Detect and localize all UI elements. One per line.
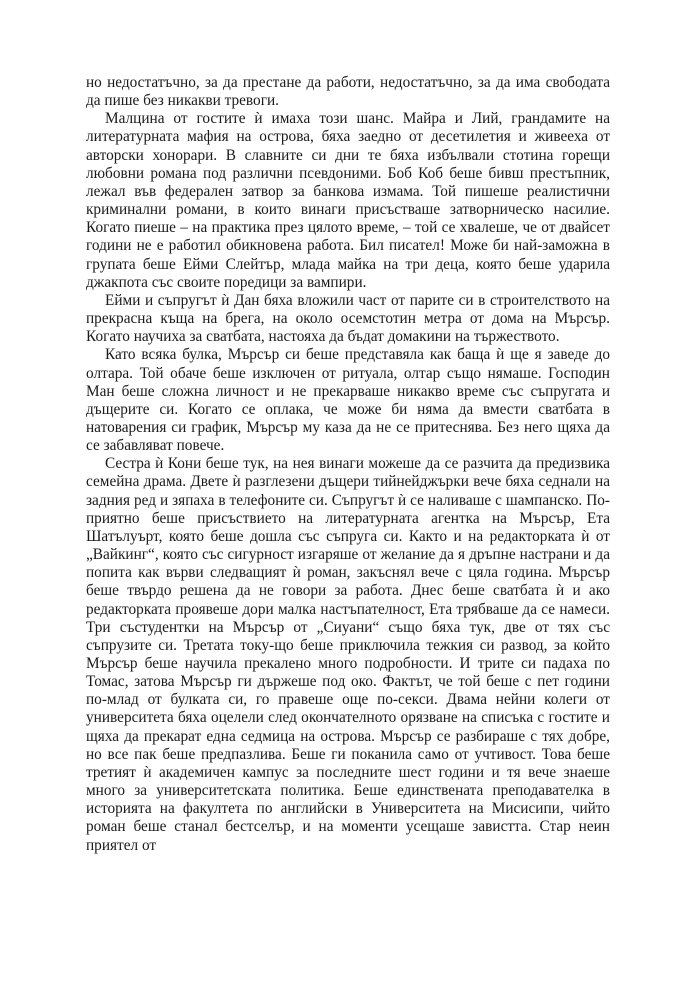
paragraph: Сестра ѝ Кони беше тук, на нея винаги можеше да се разчита да предизвика семейна драма. Двете ѝ разглезени дъщери тийнейджърки вече бяха седнали на задния ред и зяпаха в телефоните си. Съпругът ѝ се наливаше с шампанско. По-приятно беше присъствието на литературната агентка на Мърсър, Ета Шатълуърт, която беше дошла със съпруга си. Както и на редакторката ѝ от „Вайкинг“, която със сигурност изгаряше от желание да я дръпне настрани и да попита как върви следващият ѝ роман, закъснял вече с цяла година. Мърсър беше твърдо решена да не говори за работа. Днес беше сватбата ѝ и ако редакторката проявеше дори малка настъпателност, Ета трябваше да се намеси. Три състудентки на Мърсър от „Сиуани“ също бяха тук, две от тях със съпрузите си. Третата току-що беше приключила тежкия си развод, за който Мърсър беше научила прекалено много подробности. И трите си падаха по Томас, затова Мърсър ги държеше под око. Фактът, че той беше с пет години по-млад от булката си, го правеше още по-секси. Двама нейни колеги от университета бяха оцелели след окончателното орязване на списъка с гостите и щяха да прекарат една седмица на острова. Мърсър се разбираше с тях добре, но все пак беше предпазлива. Беше ги поканила само от учтивост. Това беше третият ѝ академичен кампус за последните шест години и тя вече знаеше много за университетската политика. Беше единствената преподавателка в историята на факултета по английски в Университета на Мисисипи, чийто роман беше станал бестселър, и на моменти усещаше завистта. Стар неин приятел от	[86, 455, 610, 854]
paragraph-continued: но недостатъчно, за да престане да работи, недостатъчно, за да има свободата да пише без никакви тревоги.	[86, 74, 610, 110]
paragraph: Ейми и съпругът ѝ Дан бяха вложили част от парите си в строителството на прекрасна къща на брега, на около осемстотин метра от дома на Мърсър. Когато научиха за сватбата, настояха да бъдат домакини на тържеството.	[86, 291, 610, 346]
body-text	[86, 74, 610, 855]
paragraph: Малцина от гостите ѝ имаха този шанс. Майра и Лий, грандамите на литературната мафия на острова, бяха заедно от десетилетия и живееха от авторски хонорари. В славните си дни те бяха избълвали стотина горещи любовни романа под различни псевдоними. Боб Коб беше бивш престъпник, лежал във федерален затвор за банкова измама. Той пишеше реалистични криминални романи, в които винаги присъстваше затворническо насилие. Когато пиеше – на практика през цялото време, – той се хвалеше, че от двайсет години не е работил обикновена работа. Бил писател! Може би най-заможна в групата беше Ейми Слейтър, млада майка на три деца, която беше ударила джакпота със своите поредици за вампири.	[86, 110, 610, 291]
paragraph: Като всяка булка, Мърсър си беше представяла как баща ѝ ще я заведе до олтара. Той обаче беше изключен от ритуала, олтар също нямаше. Господин Ман беше сложна личност и не прекарваше никакво време със съпругата и дъщерите си. Когато се оплака, че може би няма да вмести сватбата в натоварения си график, Мърсър му каза да не се притеснява. Без него щяха да се забавляват повече.	[86, 346, 610, 455]
